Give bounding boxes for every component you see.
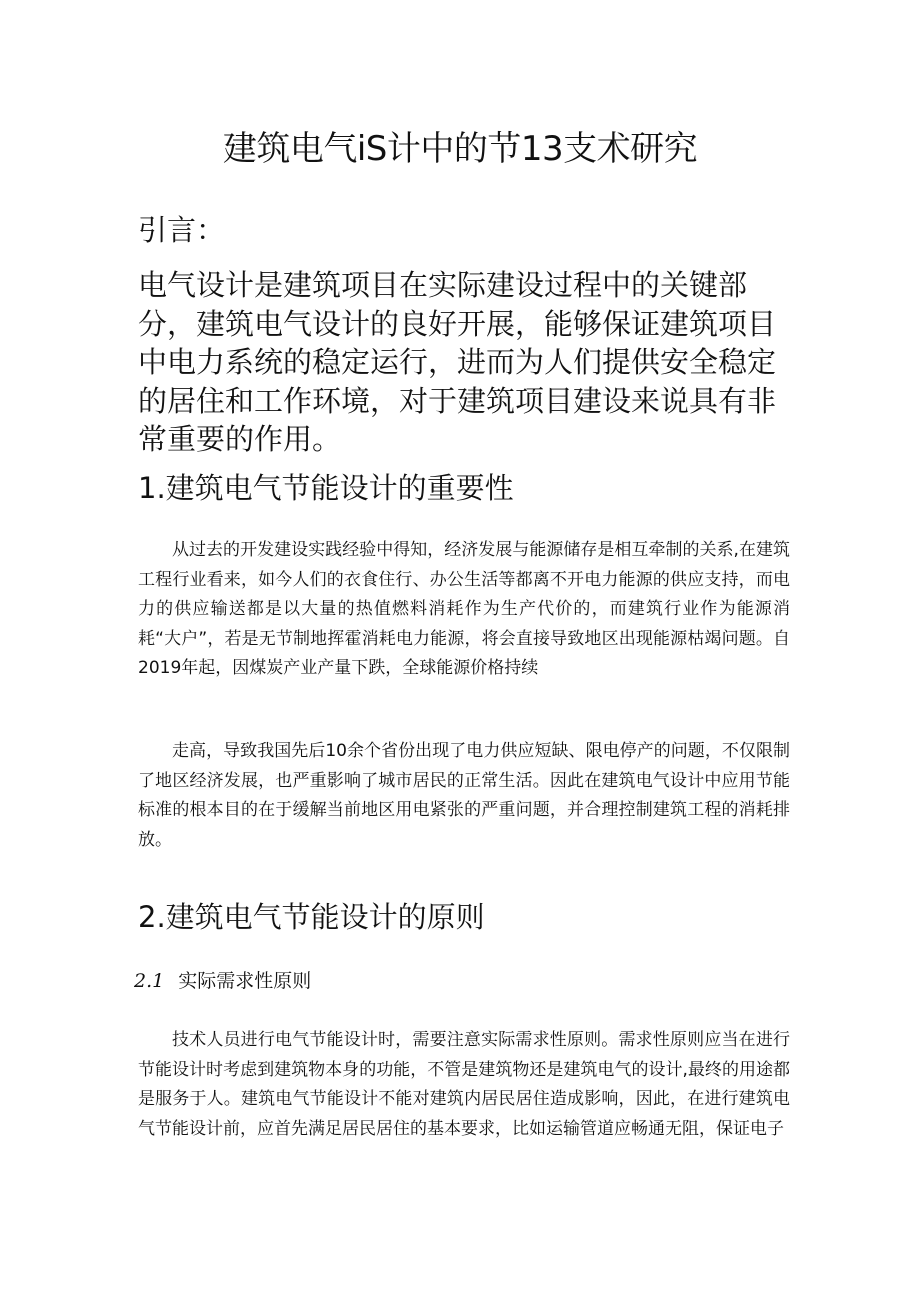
section-2-heading: 2.建筑电气节能设计的原则 [138,900,485,934]
subsection-title: 实际需求性原则 [178,970,312,992]
subsection-number: 2.1 [134,970,165,992]
document-title: 建筑电气iS计中的节13支术研究 [222,129,698,169]
section-1-paragraph-1: 从过去的开发建设实践经验中得知，经济发展与能源储存是相互牵制的关系,在建筑工程行业看来，如今人们的衣食住行、办公生活等都离不开电力能源的供应支持，而电力的供应输送都是以大量的热值燃料消耗作为生产代价的，而建筑行业作为能源消耗“大户”，若是无节制地挥霍消耗电力能源，将会直接导致地区出现能源枯竭问题。自2019年起，因煤炭产业产量下跌，全球能源价格持续 [138,540,790,678]
subsection-2-1-paragraph-1: 技术人员进行电气节能设计时，需要注意实际需求性原则。需求性原则应当在进行节能设计时考虑到建筑物本身的功能，不管是建筑物还是建筑电气的设计,最终的用途都是服务于人。建筑电气节能设计不能对建筑内居民居住造成影响，因此，在进行建筑电气节能设计前，应首先满足居民居住的基本要求，比如运输管道应畅通无阻，保证电子 [138,1030,790,1139]
intro-paragraph: 电气设计是建筑项目在实际建设过程中的关键部分，建筑电气设计的良好开展，能够保证建筑项目中电力系统的稳定运行，进而为人们提供安全稳定的居住和工作环境，对于建筑项目建设来说具有非常重要的作用。 [138,268,777,456]
subsection-2-1-heading [134,966,311,996]
section-1-paragraph-2: 走高，导致我国先后10余个省份出现了电力供应短缺、限电停产的问题，不仅限制了地区经济发展，也严重影响了城市居民的正常生活。因此在建筑电气设计中应用节能标准的根本目的在于缓解当前地区用电紧张的严重问题，并合理控制建筑工程的消耗排放。 [138,741,790,850]
intro-label: 引言： [138,213,226,247]
section-1-heading: 1.建筑电气节能设计的重要性 [138,471,514,505]
